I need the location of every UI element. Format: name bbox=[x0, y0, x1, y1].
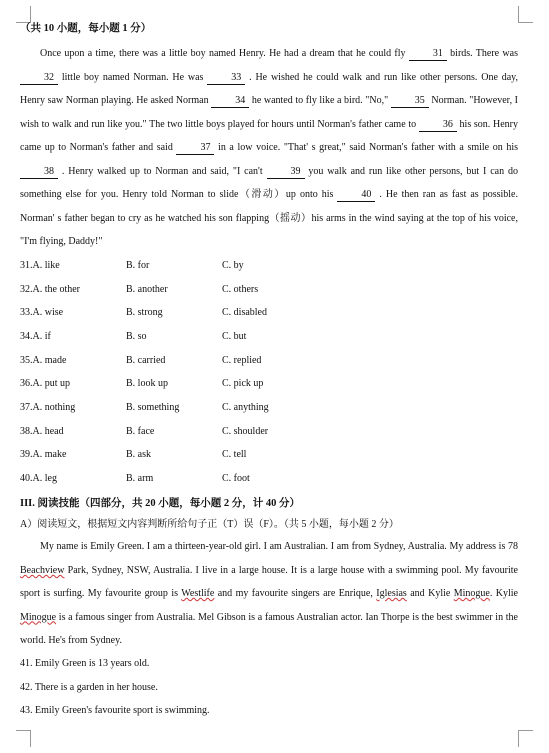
proper-noun: Westlife bbox=[181, 588, 215, 600]
blank-35: 35 bbox=[391, 95, 429, 108]
option-row-39 bbox=[20, 443, 518, 467]
passage-text: birds. There was bbox=[446, 48, 518, 59]
option-a bbox=[20, 260, 126, 271]
option-b: B. so bbox=[126, 330, 147, 342]
question-41: 41. Emily Green is 13 years old. bbox=[20, 658, 150, 670]
questions-list bbox=[20, 652, 518, 722]
option-a bbox=[20, 378, 126, 389]
proper-noun: Iglesias bbox=[376, 588, 407, 600]
question-number: 39. bbox=[20, 449, 33, 461]
passage-text: his son. Henry came up to Norman's father and said bbox=[20, 118, 518, 153]
passage-text: . Kylie bbox=[489, 588, 518, 600]
question-number: 37. bbox=[20, 401, 33, 413]
passage-text: My name is Emily Green. I am a thirteen-year-old girl. I am Australian. I am from Sydney, Australia. My address is 78 bbox=[40, 541, 518, 553]
section-3-title: III. 阅读技能（四部分，共 20 小题，每小题 2 分，计 40 分） bbox=[20, 498, 301, 510]
option-b: B. another bbox=[126, 283, 168, 295]
blank-34: 34 bbox=[211, 95, 249, 108]
option-row-36 bbox=[20, 372, 518, 396]
option-row-34 bbox=[20, 325, 518, 349]
exam-page bbox=[20, 22, 518, 723]
passage-text: and Kylie bbox=[406, 588, 454, 600]
blank-32: 32 bbox=[20, 72, 58, 85]
blank-31: 31 bbox=[409, 48, 447, 61]
option-row-40 bbox=[20, 467, 518, 491]
passage-text: . He then ran as fast as possible. Norman' s father began to cry as he watched his son flapping（摇动）his arms in the wind saying at the top of his voice, "I'm flying, Daddy!" bbox=[20, 189, 518, 247]
option-b: B. ask bbox=[126, 449, 151, 461]
option-b: B. something bbox=[126, 401, 180, 413]
option-a-text: A. leg bbox=[32, 473, 57, 485]
passage-text: Norman. "However, I wish to walk and run like you." The two little boys played for hours until Norman's father came to bbox=[20, 95, 518, 130]
option-row-37 bbox=[20, 396, 518, 420]
corner-mark-bottom-right bbox=[518, 730, 533, 747]
option-a bbox=[20, 449, 126, 460]
cloze-passage bbox=[20, 42, 518, 254]
option-row-35 bbox=[20, 348, 518, 372]
blank-36: 36 bbox=[419, 119, 457, 132]
passage-text: little boy named Norman. He was bbox=[58, 71, 208, 83]
question-number: 35. bbox=[20, 354, 33, 366]
passage-text: in a low voice. "That' s great," said Norman's father with a smile on his bbox=[214, 142, 518, 153]
blank-39: 39 bbox=[267, 166, 305, 179]
option-row-31 bbox=[20, 254, 518, 278]
proper-noun: Beachview bbox=[20, 564, 65, 576]
passage-text: Park, Sydney, NSW, Australia. I live in a large house. It is a large house with a swimming pool. My favourite sport is surfing. My favourite group is bbox=[20, 564, 518, 600]
proper-noun: Minogue bbox=[20, 611, 57, 623]
option-a bbox=[20, 307, 126, 318]
corner-mark-top-right bbox=[518, 6, 533, 23]
option-row-38 bbox=[20, 419, 518, 443]
passage-text: Once upon a time, there was a little boy named Henry. He had a dream that he could fly bbox=[40, 48, 409, 59]
option-c: C. replied bbox=[222, 354, 262, 366]
corner-mark-top-left bbox=[16, 6, 31, 23]
option-c: C. anything bbox=[222, 401, 269, 413]
option-a bbox=[20, 284, 126, 295]
proper-noun: Minogue bbox=[453, 588, 490, 600]
reading-passage bbox=[20, 535, 518, 652]
blank-33: 33 bbox=[207, 72, 245, 85]
option-a-text: A. nothing bbox=[32, 401, 76, 413]
question-number: 38. bbox=[20, 425, 33, 437]
option-a bbox=[20, 331, 126, 342]
passage-text: is a famous singer from Australia. Mel Gibson is a famous Australian actor. Ian Thorpe is the best swimmer in the world. He's from Sydney. bbox=[20, 611, 518, 646]
passage-text: . He wished he could walk and run like other persons. One day, Henry saw Norman playing. He asked Norman bbox=[20, 71, 518, 106]
question-43: 43. Emily Green's favourite sport is swimming. bbox=[20, 705, 210, 717]
option-b: B. look up bbox=[126, 378, 168, 390]
option-a bbox=[20, 473, 126, 484]
question-number: 36. bbox=[20, 378, 33, 390]
option-b: B. strong bbox=[126, 307, 163, 319]
option-c: C. disabled bbox=[222, 307, 267, 319]
option-c: C. shoulder bbox=[222, 425, 269, 437]
section-heading: （共 10 小题，每小题 1 分） bbox=[20, 23, 152, 34]
passage-text: . Henry walked up to Norman and said, "I can't bbox=[58, 165, 267, 177]
option-b: B. arm bbox=[126, 473, 154, 485]
option-b: B. face bbox=[126, 425, 155, 437]
option-row-32 bbox=[20, 277, 518, 301]
option-a-text: A. the other bbox=[32, 283, 80, 295]
cloze-paragraph bbox=[20, 42, 518, 254]
option-a-text: A. head bbox=[32, 425, 64, 437]
option-a bbox=[20, 426, 126, 437]
question-number: 34. bbox=[20, 330, 33, 342]
question-number: 40. bbox=[20, 473, 33, 485]
option-c: C. by bbox=[222, 259, 244, 271]
option-b: B. for bbox=[126, 259, 150, 271]
passage-text: you walk and run like other persons, but I can do something else for you. Henry told Norman to slide（滑动）up onto his bbox=[20, 165, 518, 200]
option-c: C. foot bbox=[222, 473, 250, 485]
question-number: 32. bbox=[20, 283, 33, 295]
option-c: C. but bbox=[222, 330, 247, 342]
option-a-text: A. make bbox=[32, 449, 67, 461]
option-a bbox=[20, 402, 126, 413]
option-a-text: A. wise bbox=[32, 307, 64, 319]
question-number: 33. bbox=[20, 307, 33, 319]
option-c: C. tell bbox=[222, 449, 247, 461]
option-row-33 bbox=[20, 301, 518, 325]
option-c: C. others bbox=[222, 283, 259, 295]
corner-mark-bottom-left bbox=[16, 730, 31, 747]
blank-37: 37 bbox=[176, 142, 214, 155]
blank-40: 40 bbox=[337, 189, 375, 202]
options-list bbox=[20, 254, 518, 491]
option-a-text: A. if bbox=[32, 330, 51, 342]
blank-38: 38 bbox=[20, 166, 58, 179]
part-a-instructions: A）阅读短文，根据短文内容判断所给句子正（T）误（F）。（共 5 小题，每小题 2 分） bbox=[20, 519, 399, 531]
option-a bbox=[20, 355, 126, 366]
reading-paragraph bbox=[20, 535, 518, 652]
option-b: B. carried bbox=[126, 354, 166, 366]
option-a-text: A. put up bbox=[32, 378, 70, 390]
passage-text: he wanted to fly like a bird. "No," bbox=[249, 95, 391, 106]
passage-text: and my favourite singers are Enrique, bbox=[214, 588, 377, 600]
question-42: 42. There is a garden in her house. bbox=[20, 681, 158, 693]
option-a-text: A. made bbox=[32, 354, 67, 366]
option-c: C. pick up bbox=[222, 378, 264, 390]
question-number: 31. bbox=[20, 259, 33, 271]
option-a-text: A. like bbox=[32, 259, 60, 271]
